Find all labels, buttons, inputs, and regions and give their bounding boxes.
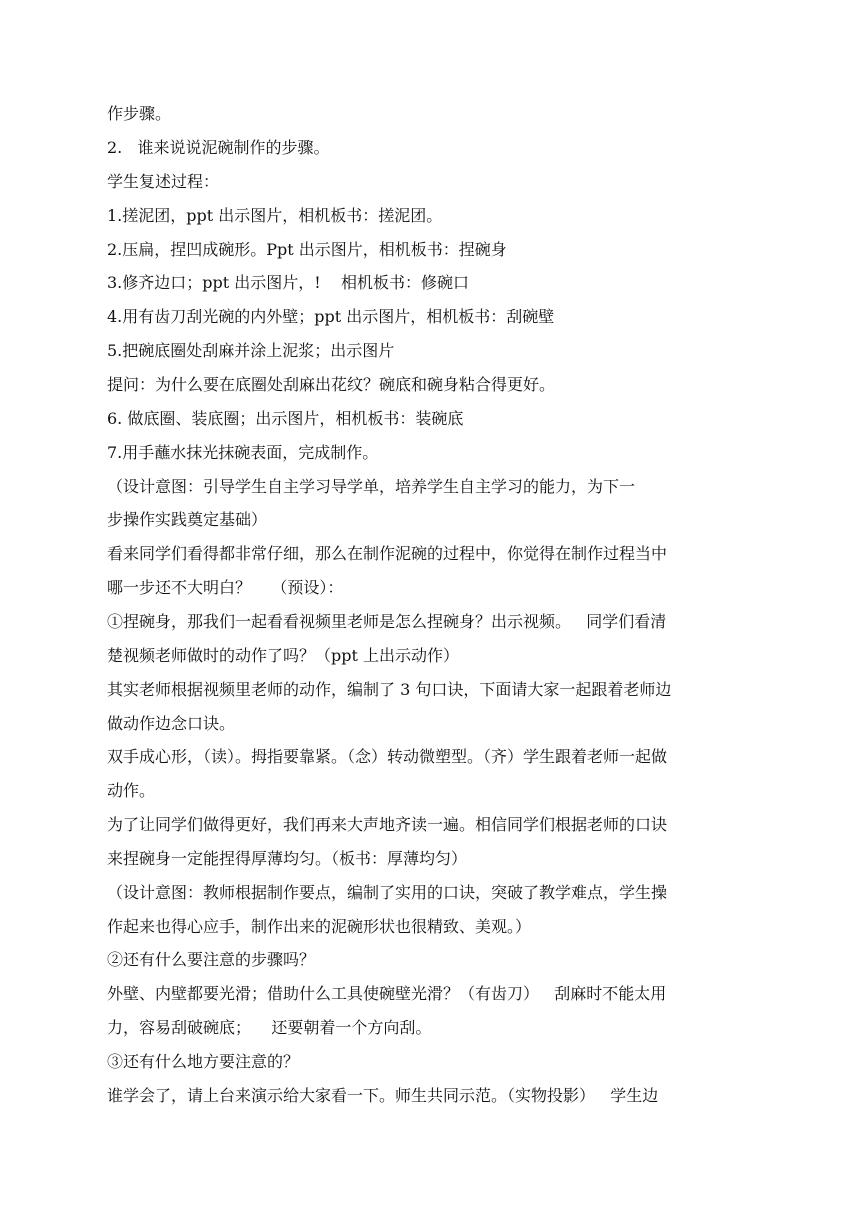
text-line: 看来同学们看得都非常仔细，那么在制作泥碗的过程中，你觉得在制作过程当中 bbox=[107, 544, 668, 563]
text-line: （设计意图：教师根据制作要点，编制了实用的口诀，突破了教学难点，学生操 bbox=[107, 883, 668, 902]
text-line: 双手成心形，（读）。拇指要靠紧。（念）转动微塑型。（齐）学生跟着老师一起做 bbox=[107, 747, 668, 766]
text-line: 力，容易刮破碗底； 还要朝着一个方向刮。 bbox=[107, 1018, 432, 1037]
text-line: 动作。 bbox=[107, 781, 156, 800]
text-line: 作起来也得心应手，制作出来的泥碗形状也很精致、美观。） bbox=[107, 917, 532, 936]
text-line: 学生复述过程： bbox=[107, 172, 220, 191]
text-line: 谁学会了，请上台来演示给大家看一下。师生共同示范。（实物投影） 学生边 bbox=[107, 1086, 659, 1105]
text-line: 1.搓泥团，ppt 出示图片，相机板书：搓泥团。 bbox=[107, 206, 443, 225]
text-line: 2.压扁，捏凹成碗形。Ppt 出示图片，相机板书：捏碗身 bbox=[107, 240, 507, 259]
text-line: 提问：为什么要在底圈处刮麻出花纹？碗底和碗身粘合得更好。 bbox=[107, 375, 556, 394]
text-line: 作步骤。 bbox=[107, 104, 172, 123]
text-line: 7.用手蘸水抹光抹碗表面，完成制作。 bbox=[107, 443, 379, 462]
text-line: 6. 做底圈、装底圈；出示图片，相机板书：装碗底 bbox=[107, 409, 464, 428]
text-line: 步操作实践奠定基础） bbox=[107, 510, 268, 529]
text-line: 其实老师根据视频里老师的动作，编制了 3 句口诀，下面请大家一起跟着老师边 bbox=[107, 680, 672, 699]
text-line: ②还有什么要注意的步骤吗？ bbox=[107, 950, 316, 969]
text-line: 哪一步还不大明白？ （预设）： bbox=[107, 578, 344, 597]
text-line: 做动作边念口诀。 bbox=[107, 714, 236, 733]
text-line: 为了让同学们做得更好，我们再来大声地齐读一遍。相信同学们根据老师的口诀 bbox=[107, 815, 668, 834]
text-line: ①捏碗身，那我们一起看看视频里老师是怎么捏碗身？出示视频。 同学们看清 bbox=[107, 612, 667, 631]
text-line: 楚视频老师做时的动作了吗？（ppt 上出示动作） bbox=[107, 646, 460, 665]
text-line: 2. 谁来说说泥碗制作的步骤。 bbox=[107, 138, 330, 157]
text-line: 外壁、内壁都要光滑；借助什么工具使碗壁光滑？（有齿刀） 刮麻时不能太用 bbox=[107, 984, 667, 1003]
text-line: （设计意图：引导学生自主学习导学单，培养学生自主学习的能力，为下一 bbox=[107, 477, 636, 496]
text-line: 3.修齐边口；ppt 出示图片，! 相机板书：修碗口 bbox=[107, 273, 470, 292]
text-line: 4.用有齿刀刮光碗的内外壁；ppt 出示图片，相机板书：刮碗壁 bbox=[107, 307, 555, 326]
text-line: ③还有什么地方要注意的？ bbox=[107, 1052, 300, 1071]
text-line: 来捏碗身一定能捏得厚薄均匀。（板书：厚薄均匀） bbox=[107, 849, 468, 868]
text-line: 5.把碗底圈处刮麻并涂上泥浆；出示图片 bbox=[107, 341, 395, 360]
